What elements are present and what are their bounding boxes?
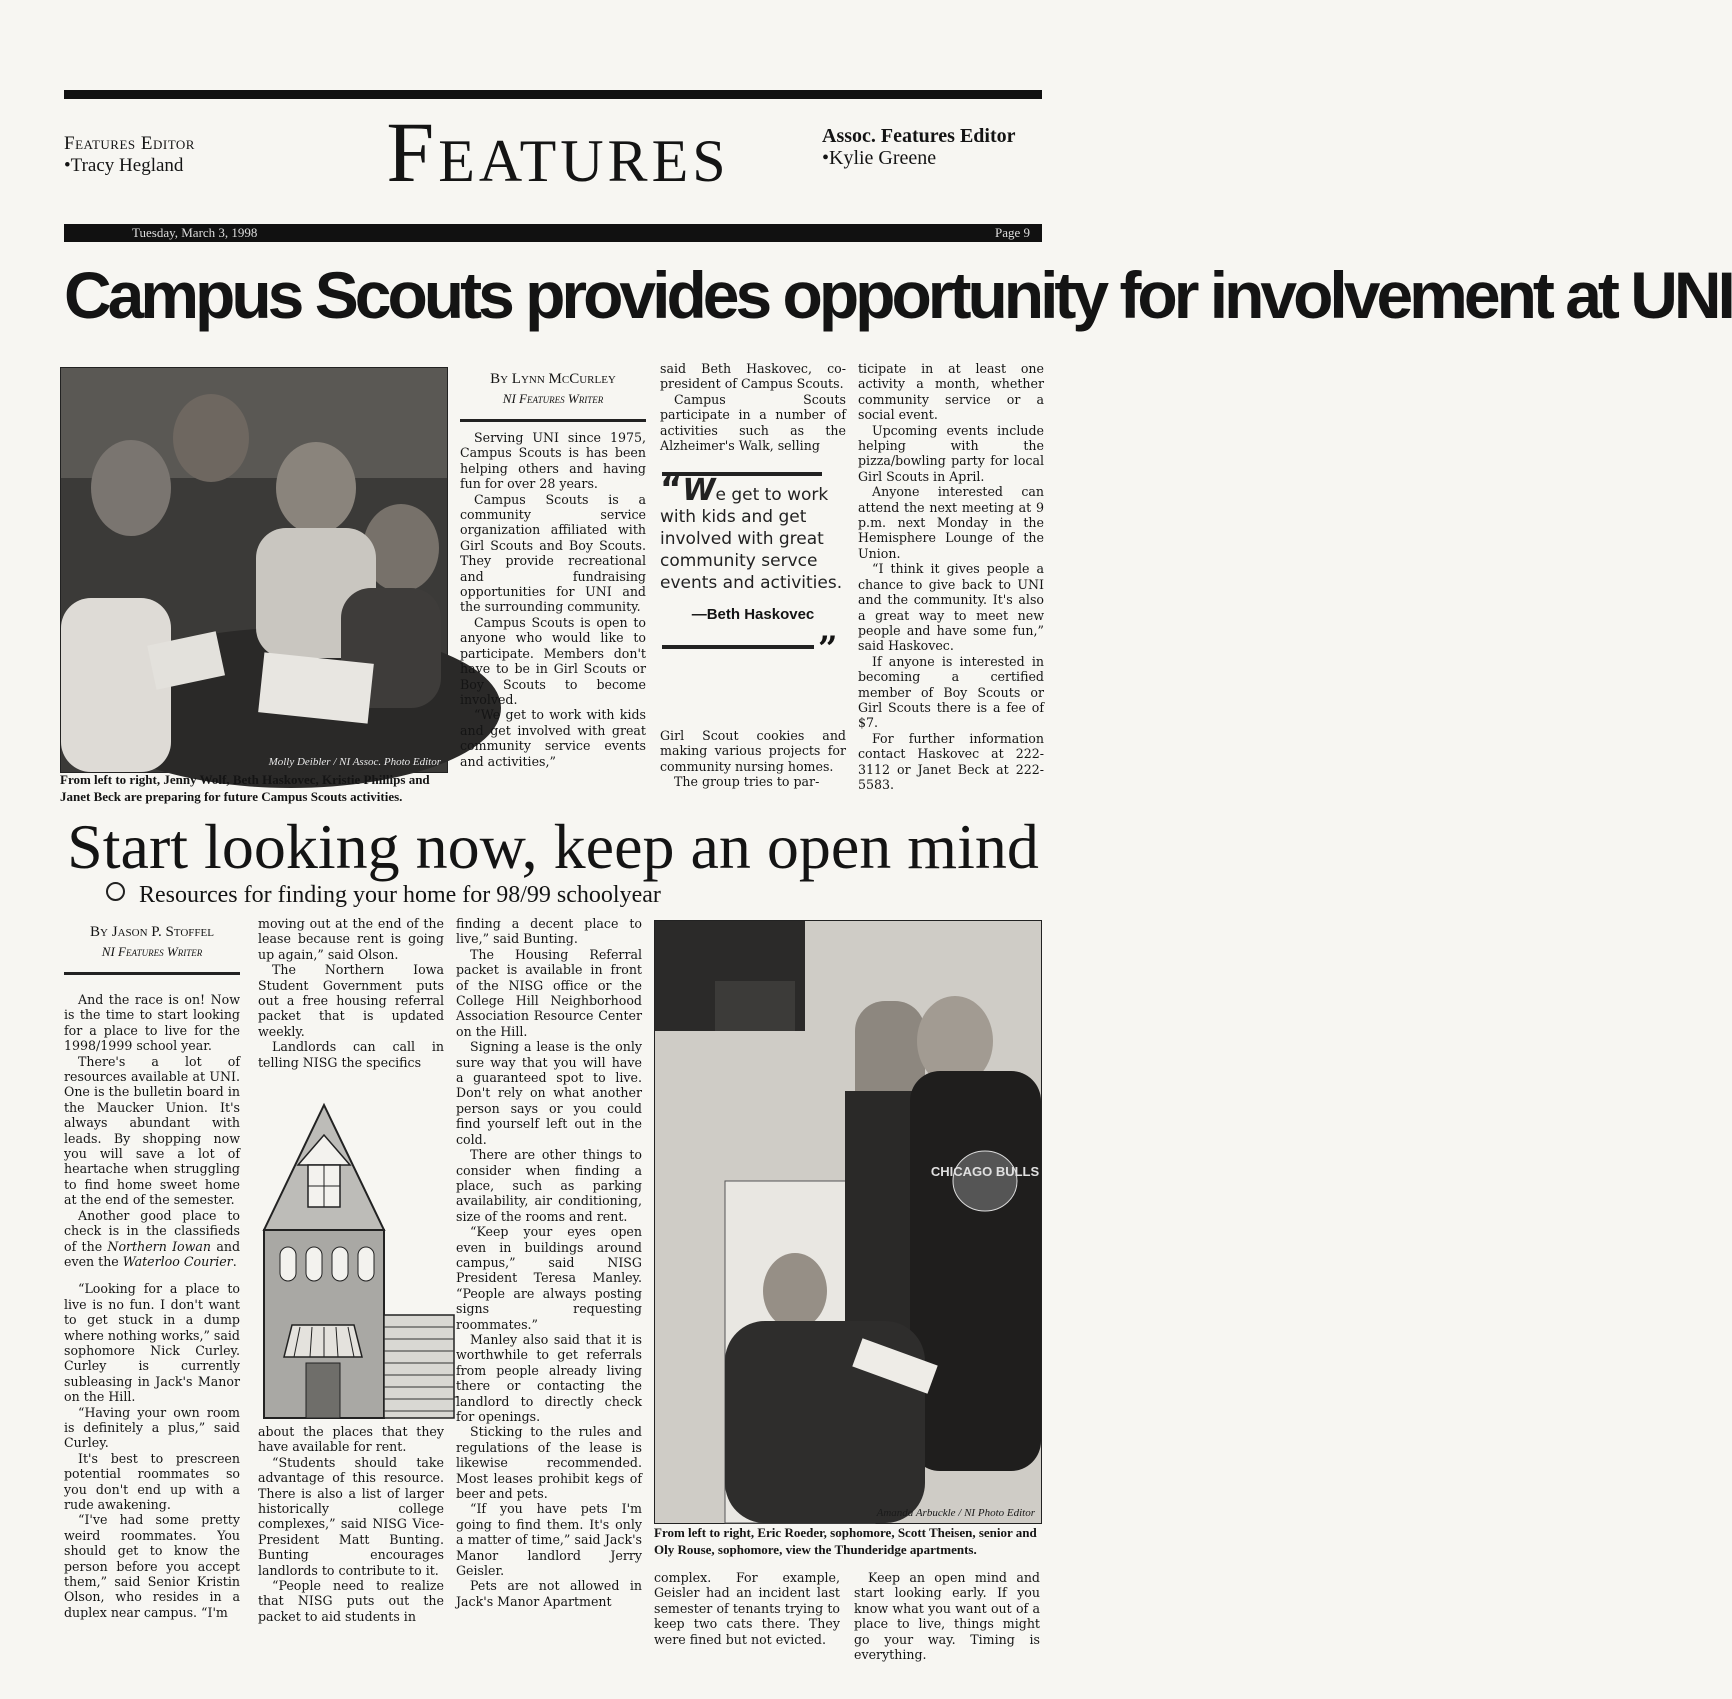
story2-byline-rule (64, 972, 240, 975)
paragraph: The Northern Iowa Student Government puts out a free housing referral packet that is updated weekly. (258, 962, 444, 1039)
paragraph: finding a decent place to live,” said Bunting. (456, 916, 642, 947)
shirt-text: CHICAGO BULLS (930, 1164, 1040, 1179)
apartment-photo (654, 920, 1042, 1524)
text-run: and even the (64, 1238, 241, 1269)
story2-subhead (100, 880, 820, 910)
house-illustration (258, 1095, 458, 1420)
paragraph: Campus Scouts is open to anyone who would like to participate. Members don't have to be in Girl Scouts or Boy Scouts to become involved. (460, 614, 646, 707)
publication-name: Northern Iowan (107, 1238, 212, 1254)
paragraph: And the race is on! Now is the time to start looking for a place to live for the 1998/1999 school year. (64, 992, 240, 1054)
paragraph: Sticking to the rules and regulations of the lease is likewise recommended. Most leases prohibit kegs of beer and pets. (456, 1424, 642, 1502)
paragraph: Landlords can call in telling NISG the specifics (258, 1039, 444, 1070)
section-title: Features (386, 104, 730, 200)
rule-line (662, 645, 814, 649)
pullquote-bottom-rule (660, 629, 846, 669)
paragraph: said Beth Haskovec, co-president of Campus Scouts. (660, 361, 846, 392)
paragraph: ticipate in at least one activity a month, whether community service or a social event. (858, 361, 1044, 423)
apartment-photo-caption: From left to right, Eric Roeder, sophomore, Scott Theisen, senior and Oly Rouse, sophomore, view the Thunderidge apartments. (654, 1525, 1037, 1557)
story1-byline (460, 370, 646, 408)
story2-author: By Jason P. Stoffel (90, 924, 214, 940)
story1-headline: Campus Scouts provides opportunity for involvement at UNI (64, 258, 1732, 332)
apartment-photo-credit: Amanda Arbuckle / NI Photo Editor (876, 1507, 1035, 1519)
paragraph: If anyone is interested in becoming a certified member of Boy Scouts or Girl Scouts there is a fee of $7. (858, 653, 1044, 731)
paragraph: Serving UNI since 1975, Campus Scouts is has been helping others and having fun for over 28 years. (460, 430, 646, 492)
story2-column-2-top (258, 916, 444, 1070)
features-editor-credit (64, 133, 195, 177)
paragraph: It's best to prescreen potential roommates so you don't end up with a rude awakening. (64, 1450, 240, 1512)
paragraph: There's a lot of resources available at UNI. One is the bulletin board in the Maucker Union. It's always abundant with leads. By shopping now you will save a lot of heartache when struggling to find home sweet home at the end of the semester. (64, 1053, 240, 1208)
text-run: Another good place to check is in the classifieds of the (64, 1207, 240, 1254)
close-quote-mark: ” (818, 629, 838, 669)
scouts-photo-credit: Molly Deibler / NI Assoc. Photo Editor (268, 756, 441, 768)
paragraph: moving out at the end of the lease because rent is going up again,” said Olson. (258, 916, 444, 962)
open-quote-mark: “ (660, 469, 683, 509)
paragraph: “Looking for a place to live is no fun. I don't want to get stuck in a dump where nothing works,” said sophomore Nick Curley. Curley is currently subleasing in Jack's Manor on the Hill. (64, 1281, 240, 1405)
story2-subhead-text: Resources for finding your home for 98/99 schoolyear (139, 882, 661, 908)
paragraph: Signing a lease is the only sure way that you will have a guaranteed spot to live. Don't rely on what another person says or you could find yourself left out in the cold. (456, 1039, 642, 1147)
story2-author-role: NI Features Writer (101, 944, 203, 959)
issue-date: Tuesday, March 3, 1998 (132, 225, 258, 240)
paragraph: “Keep your eyes open even in buildings around campus,” said NISG President Teresa Manley. “People are always posting signs requesting roommates.” (456, 1224, 642, 1332)
page-number: Page 9 (994, 225, 1030, 240)
bullet-circle-icon (106, 882, 125, 901)
scouts-photo (60, 367, 448, 773)
paragraph: “If you have pets I'm going to find them. It's only a matter of time,” said Jack's Manor landlord Jerry Geisler. (456, 1501, 642, 1579)
assoc-features-editor-role: Assoc. Features Editor (822, 125, 1016, 147)
house-drawing (258, 1095, 458, 1420)
features-editor-name: •Tracy Hegland (64, 155, 184, 176)
paragraph: complex. For example, Geisler had an incident last semester of tenants trying to keep two cats there. They were fined but not evicted. (654, 1570, 840, 1647)
masthead-top-rule (64, 90, 1042, 99)
story2-byline (64, 923, 240, 961)
story1-column-2-bottom (660, 728, 846, 790)
paragraph: Manley also said that it is worthwhile to get referrals from people already living there or contacting the landlord to directly check for openings. (456, 1331, 642, 1424)
story1-author-role: NI Features Writer (502, 391, 604, 406)
paragraph: For further information contact Haskovec at 222-3112 or Janet Beck at 222-5583. (858, 730, 1044, 792)
pull-quote-text (660, 469, 846, 594)
paragraph: The group tries to par- (674, 774, 820, 790)
paragraph: “I've had some pretty weird roommates. You should get to know the person before you accept them,” said Senior Kristin Olson, who resides in a duplex near campus. “I'm (64, 1512, 240, 1620)
publication-name: Waterloo Courier (122, 1253, 233, 1269)
paragraph: “Students should take advantage of this resource. There is also a list of larger historically college complexes,” said NISG Vice-President Matt Bunting. Bunting encourages landlords to contribute to it. (258, 1454, 444, 1578)
paragraph: about the places that they have available for rent. (258, 1424, 444, 1455)
paragraph: “I think it gives people a chance to give back to UNI and the community. It's also a great way to meet new people and have some fun,” said Haskovec. (858, 561, 1044, 654)
story1-author: By Lynn McCurley (490, 371, 616, 387)
story1-column-3 (858, 361, 1044, 792)
paragraph: Girl Scout cookies and making various projects for community nursing homes. (660, 728, 846, 774)
dateline-bar (64, 224, 1042, 242)
scouts-photo-caption: From left to right, Jenny Wolf, Beth Haskovec, Kristie Phillips and Janet Beck are preparing for future Campus Scouts activities. (60, 772, 430, 804)
drop-initial: W (682, 473, 716, 508)
paragraph: Keep an open mind and start looking early. If you know what you want out of a place to live, things might go your way. Timing is everything. (854, 1570, 1040, 1663)
scouts-photo-image (61, 368, 447, 772)
paragraph: Campus Scouts is a community service organization affiliated with Girl Scouts and Boy Scouts. They provide recreational and fundraising opportunities for UNI and the surrounding community. (460, 491, 646, 615)
story2-column-2-bottom (258, 1424, 444, 1624)
story2-column-1 (64, 992, 240, 1620)
story1-column-1 (460, 430, 646, 769)
assoc-features-editor-name: •Kylie Greene (822, 147, 937, 169)
story2-headline: Start looking now, keep an open mind (67, 811, 1039, 882)
paragraph: “We get to work with kids and get involved with great community service events and activities,” (460, 707, 646, 769)
shirt-logo-text (931, 1164, 1040, 1179)
paragraph: Upcoming events include helping with the pizza/bowling party for local Girl Scouts in April. (858, 422, 1044, 484)
paragraph: “Having your own room is definitely a plus,” said Curley. (64, 1404, 240, 1451)
paragraph: The Housing Referral packet is available in front of the NISG office or the College Hill Neighborhood Association Resource Center on the Hill. (456, 946, 642, 1039)
pull-quote (660, 469, 846, 728)
story1-column-2-top (660, 361, 846, 453)
paragraph: “People need to realize that NISG puts out the packet to aid students in (258, 1578, 444, 1624)
features-editor-role: Features Editor (64, 133, 195, 154)
pull-quote-attribution: —Beth Haskovec (691, 606, 815, 623)
quote-body: e get to work with kids and get involved with great community servce events and activities. (660, 485, 843, 593)
paragraph: Anyone interested can attend the next meeting at 9 p.m. next Monday in the Hemisphere Lounge of the Union. (858, 484, 1044, 561)
paragraph: There are other things to consider when finding a place, such as parking availability, air conditioning, size of the rooms and rent. (456, 1147, 642, 1224)
story2-column-3 (456, 916, 642, 1609)
assoc-features-editor-credit (822, 125, 1016, 169)
paragraph (64, 1208, 240, 1270)
byline-rule (460, 419, 646, 422)
apartment-photo-image (655, 921, 1041, 1523)
story2-column-4 (654, 1570, 840, 1647)
paragraph: Pets are not allowed in Jack's Manor Apartment (456, 1578, 642, 1609)
paragraph: Campus Scouts participate in a number of activities such as the Alzheimer's Walk, selling (660, 391, 846, 454)
story2-column-5 (854, 1570, 1040, 1662)
text-run: . (232, 1253, 237, 1269)
